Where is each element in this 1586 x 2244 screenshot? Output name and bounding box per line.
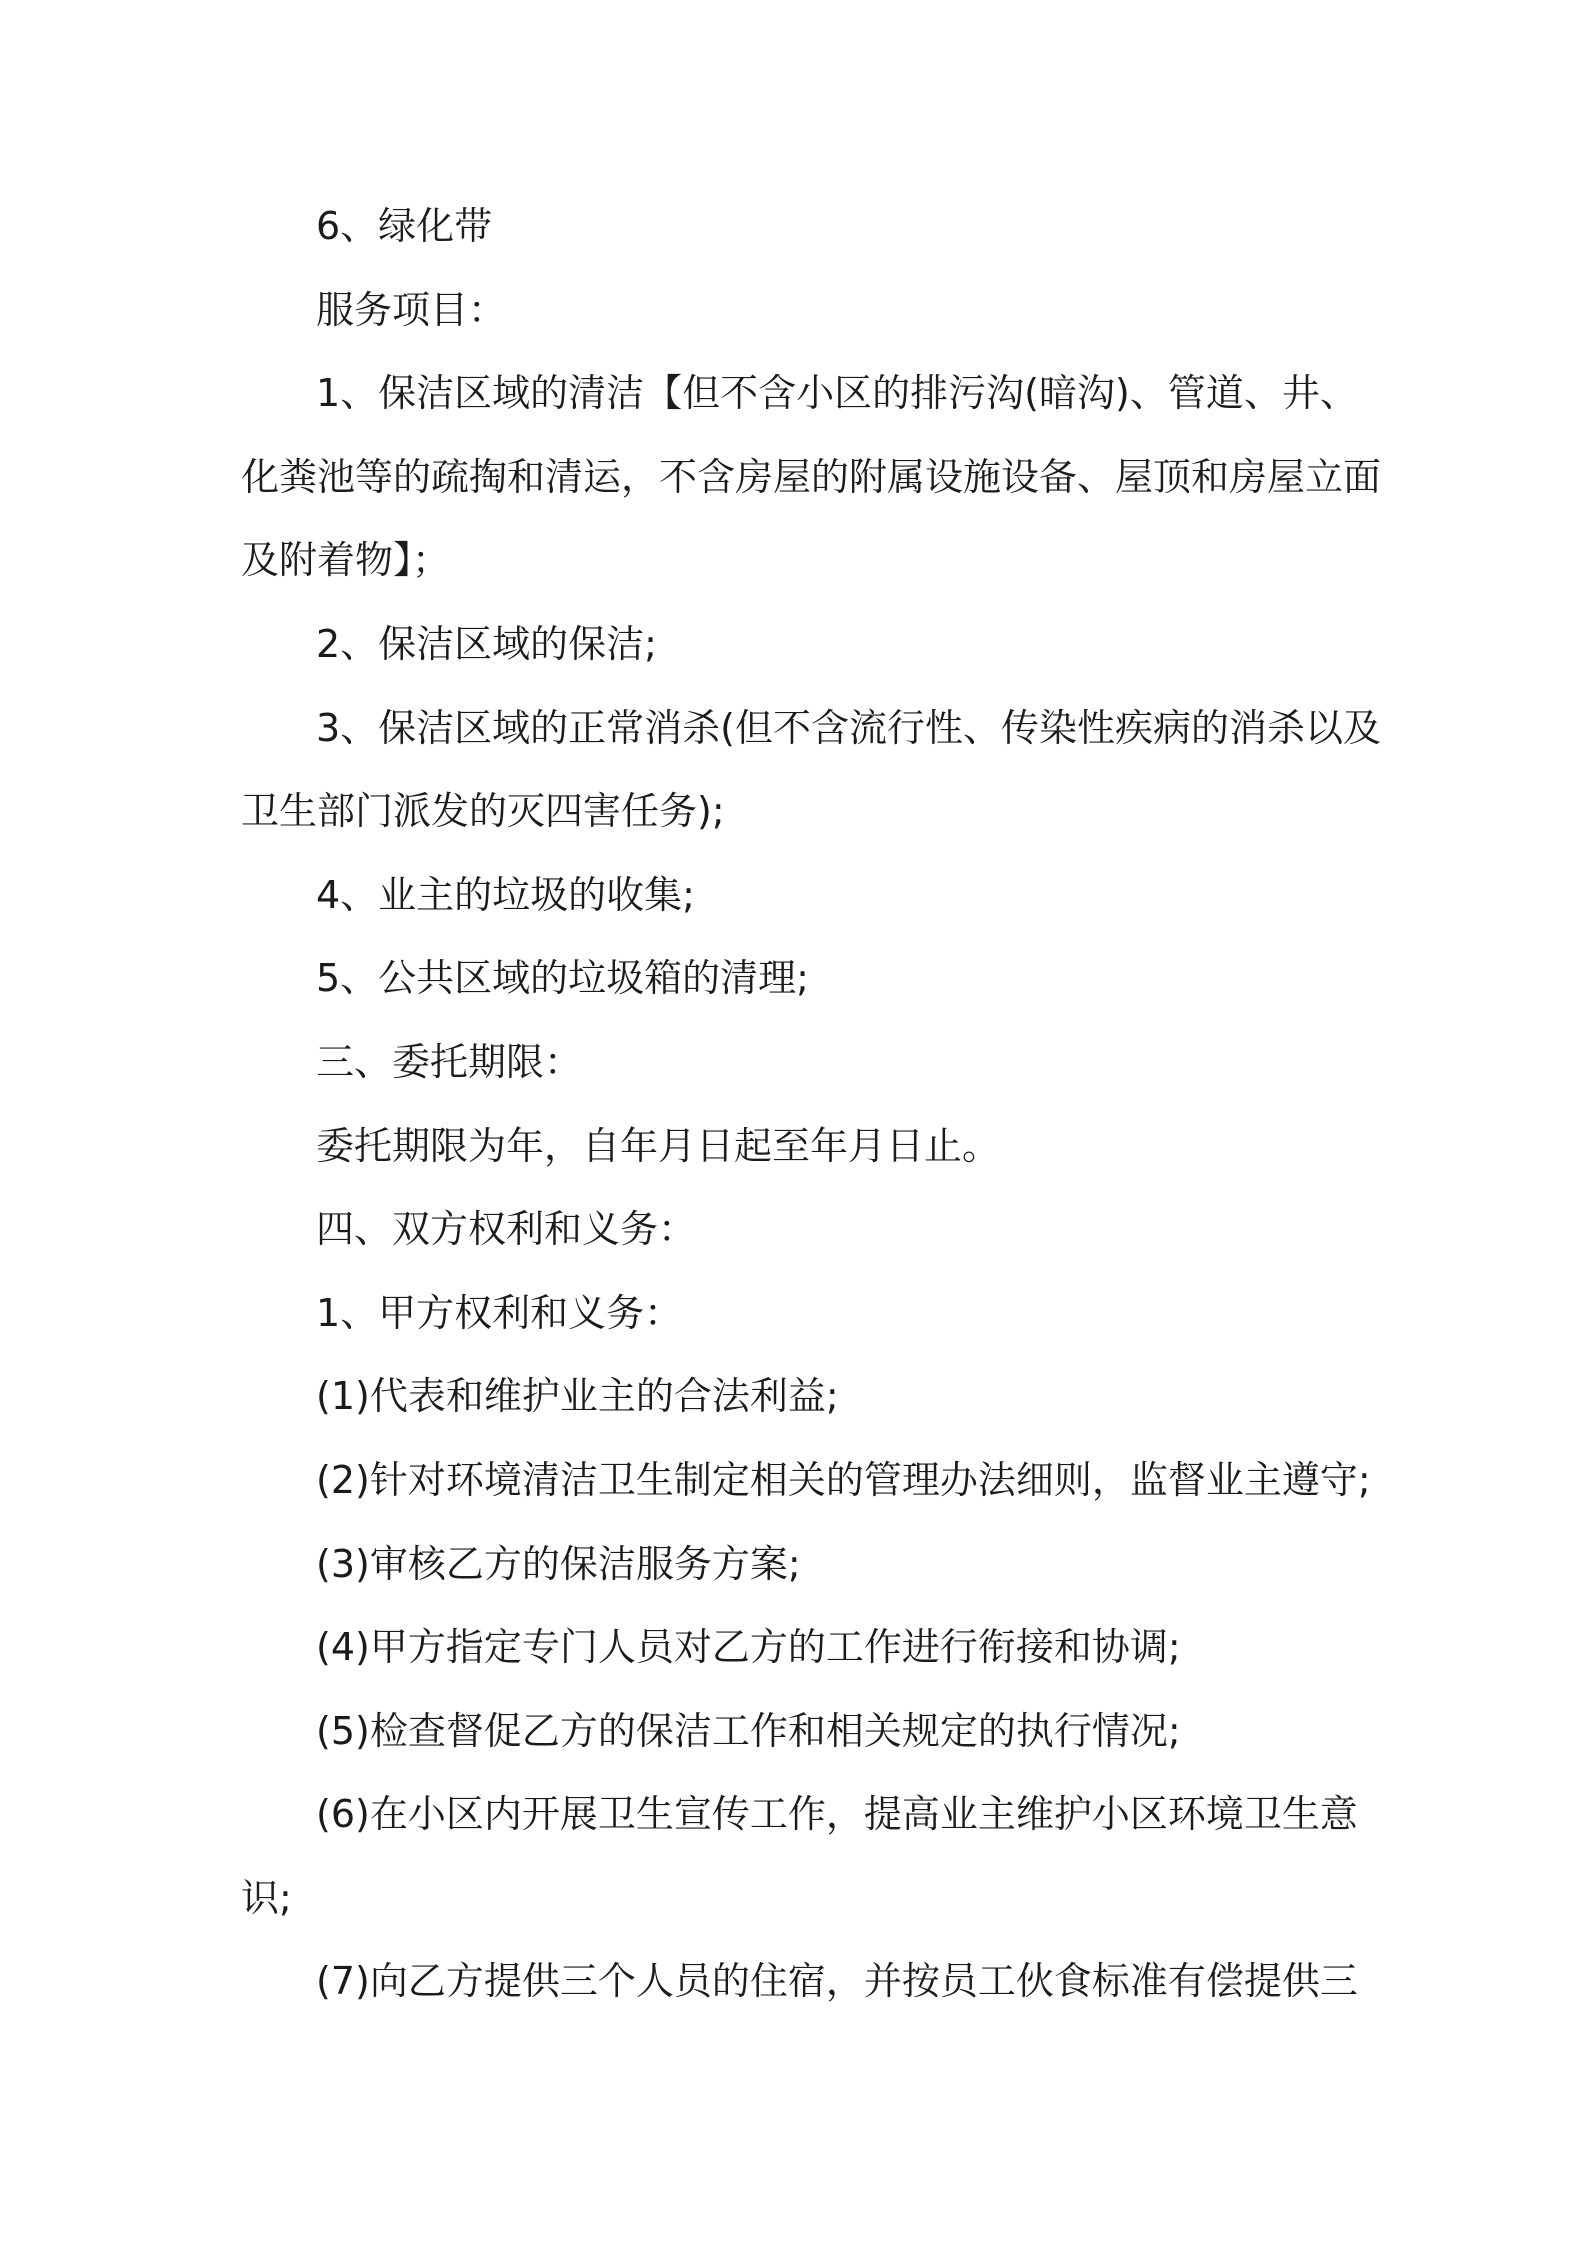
party-a-item-6-line-1: (6)在小区内开展卫生宣传工作，提高业主维护小区环境卫生意 (316, 1792, 1358, 1837)
party-a-item-1: (1)代表和维护业主的合法利益; (316, 1374, 839, 1419)
item-6-greenbelt: 6、绿化带 (316, 204, 493, 248)
service-item-3-line-2: 卫生部门派发的灭四害任务); (241, 789, 725, 834)
service-item-1-line-1: 1、保洁区域的清洁【但不含小区的排污沟(暗沟)、管道、井、 (316, 371, 1358, 416)
party-a-heading: 1、甲方权利和义务： (316, 1290, 683, 1335)
party-a-item-6-line-2: 识; (241, 1875, 292, 1920)
party-a-item-7: (7)向乙方提供三个人员的住宿，并按员工伙食标准有偿提供三 (316, 1959, 1358, 2004)
party-a-item-3: (3)审核乙方的保洁服务方案; (316, 1541, 801, 1586)
service-item-1-line-2: 化粪池等的疏掏和清运，不含房屋的附属设施设备、屋顶和房屋立面 (241, 454, 1382, 499)
service-items-heading: 服务项目： (316, 287, 507, 332)
party-a-item-2: (2)针对环境清洁卫生制定相关的管理办法细则，监督业主遵守; (316, 1457, 1371, 1502)
service-item-5: 5、公共区域的垃圾箱的清理; (316, 956, 809, 1001)
section-3-body: 委托期限为年，自年月日起至年月日止。 (316, 1123, 1001, 1168)
party-a-item-5: (5)检查督促乙方的保洁工作和相关规定的执行情况; (316, 1708, 1181, 1753)
section-4-heading: 四、双方权利和义务： (316, 1207, 697, 1252)
service-item-3-line-1: 3、保洁区域的正常消杀(但不含流行性、传染性疾病的消杀以及 (316, 705, 1382, 750)
service-item-1-line-3: 及附着物】； (241, 538, 451, 583)
document-body (0, 185, 1586, 2024)
party-a-item-4: (4)甲方指定专门人员对乙方的工作进行衔接和协调; (316, 1625, 1181, 1670)
service-item-2: 2、保洁区域的保洁; (316, 621, 657, 666)
section-3-heading: 三、委托期限： (316, 1039, 583, 1084)
service-item-4: 4、业主的垃圾的收集; (316, 872, 695, 917)
